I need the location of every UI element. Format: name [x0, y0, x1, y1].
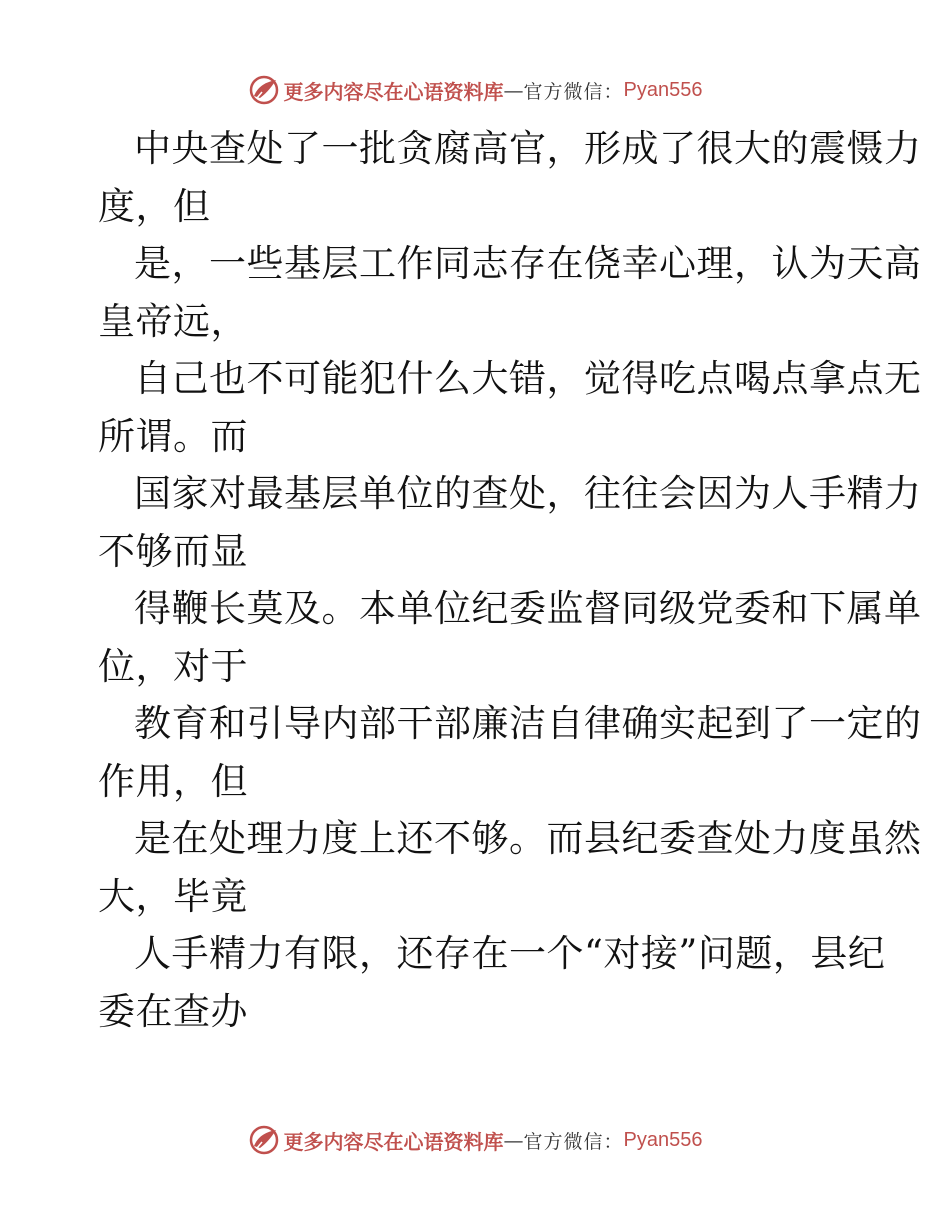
pen-nib-logo-icon [248, 74, 280, 106]
text-line: 位，对于 [98, 644, 248, 688]
text-line: 国家对最基层单位的查处，往往会因为人手精力 [134, 472, 922, 515]
text-line: 皇帝远， [98, 299, 248, 343]
text-line: 委在查办 [98, 989, 248, 1033]
text-line: 中央查处了一批贪腐高官，形成了很大的震慑力 [134, 127, 922, 170]
text-line: 是在处理力度上还不够。而县纪委查处力度虽然 [134, 817, 922, 860]
banner-wechat-id: Pyan556 [623, 1128, 703, 1151]
text-line: 人手精力有限，还存在一个“对接”问题，县纪 [134, 932, 886, 975]
banner-dash: — [503, 78, 524, 102]
header-banner [0, 70, 950, 110]
banner-slogan: 更多内容尽在心语资料库 [283, 79, 504, 104]
banner-slogan: 更多内容尽在心语资料库 [283, 1129, 504, 1154]
text-line: 是，一些基层工作同志存在侥幸心理，认为天高 [134, 242, 922, 285]
text-line: 不够而显 [98, 529, 248, 573]
text-line: 度，但 [98, 184, 211, 228]
document-body [98, 120, 922, 1040]
footer-banner [0, 1120, 950, 1160]
pen-nib-logo-icon [248, 1124, 280, 1156]
text-line: 作用，但 [98, 759, 248, 803]
banner-wechat-label: 官方微信： [523, 1130, 624, 1153]
banner-wechat-id: Pyan556 [623, 78, 703, 101]
text-line: 得鞭长莫及。本单位纪委监督同级党委和下属单 [134, 587, 922, 630]
text-line: 教育和引导内部干部廉洁自律确实起到了一定的 [134, 702, 922, 745]
text-line: 所谓。而 [98, 414, 248, 458]
banner-wechat-label: 官方微信： [523, 80, 624, 103]
text-line: 自己也不可能犯什么大错，觉得吃点喝点拿点无 [134, 357, 922, 400]
text-line: 大，毕竟 [98, 874, 248, 918]
banner-dash: — [503, 1128, 524, 1152]
